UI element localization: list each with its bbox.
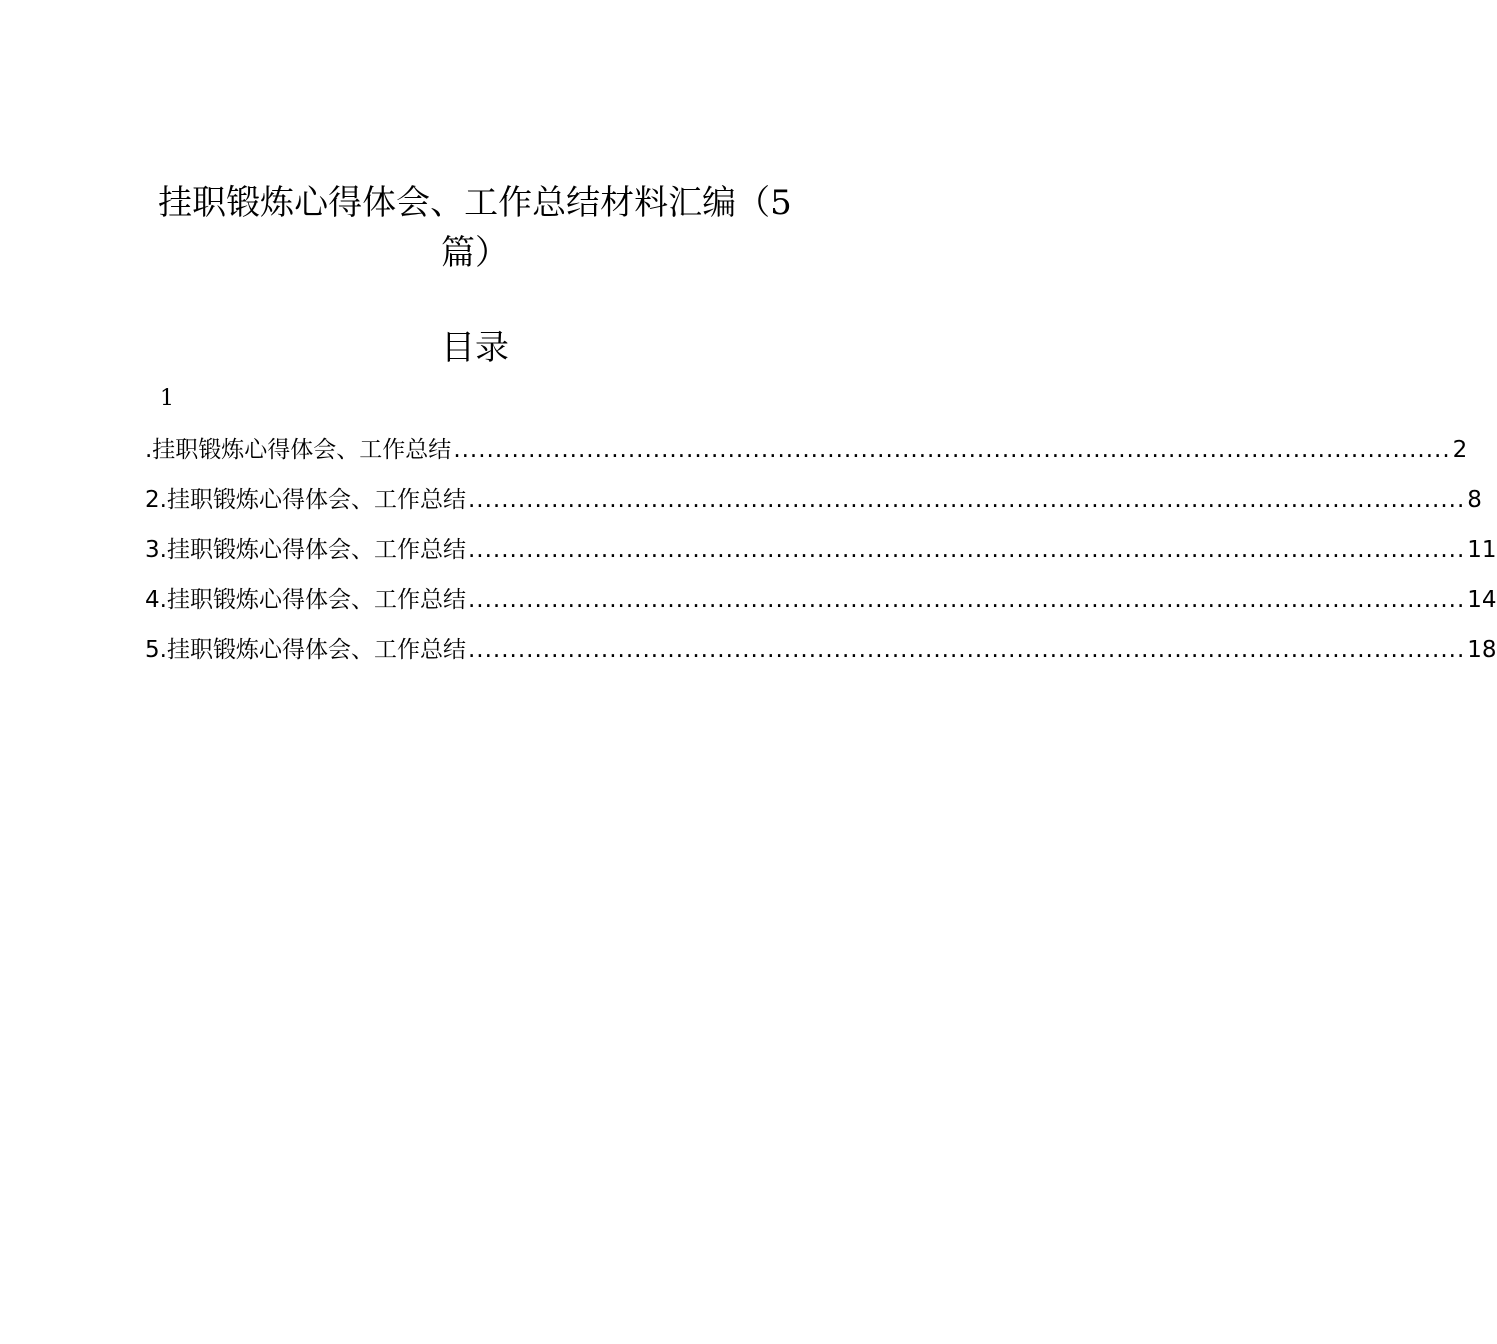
toc-entry[interactable] <box>145 480 1482 530</box>
toc-entry-label: 5.挂职锻炼心得体会、工作总结 <box>145 637 466 663</box>
toc-entry-label: 3.挂职锻炼心得体会、工作总结 <box>145 537 466 563</box>
toc-entry-label: 2.挂职锻炼心得体会、工作总结 <box>145 487 466 513</box>
toc-entry[interactable] <box>145 630 1497 680</box>
toc-entry-label: .挂职锻炼心得体会、工作总结 <box>145 437 452 463</box>
document-title <box>140 178 810 278</box>
toc-leader-dots: ........................................................................................................................ <box>467 487 1466 513</box>
toc-leader-dots: ........................................................................................................................ <box>467 587 1466 613</box>
toc-leader-dots: ........................................................................................................................ <box>453 437 1451 463</box>
toc-leader-dots: ........................................................................................................................ <box>467 537 1466 563</box>
toc-entry[interactable] <box>145 430 1468 480</box>
toc-entry-page: 18 <box>1467 637 1497 663</box>
title-text: 挂职锻炼心得体会、工作总结材料汇编（ <box>158 183 771 223</box>
table-of-contents <box>145 430 1497 680</box>
toc-entry-page: 2 <box>1452 437 1468 463</box>
title-line-2: 篇） <box>441 233 509 273</box>
toc-entry-page: 11 <box>1467 537 1497 563</box>
toc-entry-page: 14 <box>1467 587 1497 613</box>
toc-entry-label: 4.挂职锻炼心得体会、工作总结 <box>145 587 466 613</box>
toc-entry[interactable] <box>145 530 1497 580</box>
toc-leader-dots: ........................................................................................................................ <box>467 637 1466 663</box>
title-line-1 <box>140 178 810 228</box>
toc-entry-page: 8 <box>1467 487 1482 513</box>
toc-heading: 目录 <box>441 328 509 368</box>
stray-number: 1 <box>160 386 174 411</box>
toc-entry[interactable] <box>145 580 1497 630</box>
title-count: 5 <box>770 183 792 223</box>
